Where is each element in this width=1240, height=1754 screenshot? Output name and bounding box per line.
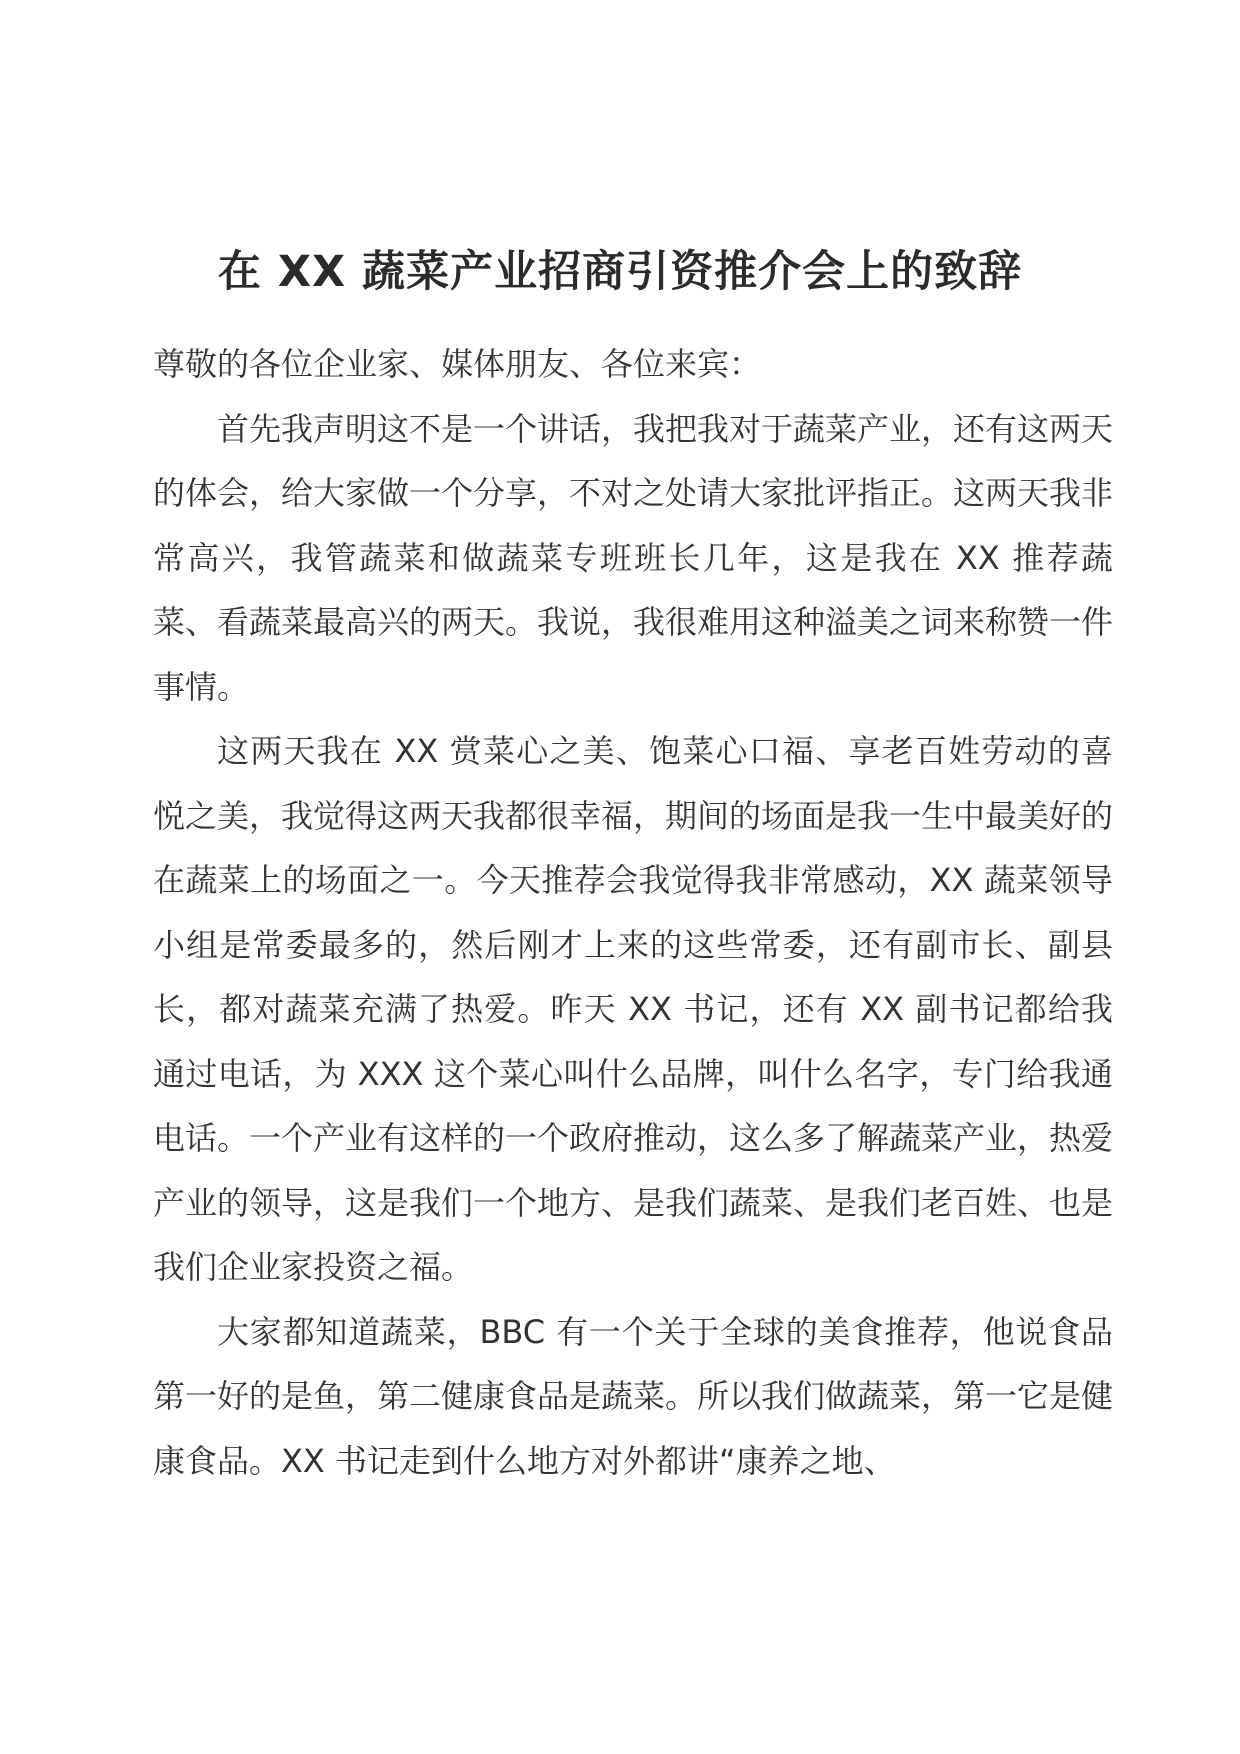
paragraph-1: 首先我声明这不是一个讲话，我把我对于蔬菜产业，还有这两天的体会，给大家做一个分享，不对之处请大家批评指正。这两天我非常高兴，我管蔬菜和做蔬菜专班班长几年，这是我在 XX 推荐蔬菜、看蔬菜最高兴的两天。我说，我很难用这种溢美之词来称赞一件事情。 <box>153 409 1114 706</box>
document-title: 在 XX 蔬菜产业招商引资推介会上的致辞 <box>217 247 1023 297</box>
salutation: 尊敬的各位企业家、媒体朋友、各位来宾： <box>153 345 762 383</box>
document-body <box>153 332 1113 1493</box>
paragraph-2: 这两天我在 XX 赏菜心之美、饱菜心口福、享老百姓劳动的喜悦之美，我觉得这两天我都很幸福，期间的场面是我一生中最美好的在蔬菜上的场面之一。今天推荐会我觉得我非常感动，XX 蔬菜领导小组是常委最多的，然后刚才上来的这些常委，还有副市长、副县长，都对蔬菜充满了热爱。昨天 XX 书记，还有 XX 副书记都给我通过电话，为 XXX 这个菜心叫什么品牌，叫什么名字，专门给我通电话。一个产业有这样的一个政府推动，这么多了解蔬菜产业，热爱产业的领导，这是我们一个地方、是我们蔬菜、是我们老百姓、也是我们企业家投资之福。 <box>153 732 1114 1286</box>
paragraph-3: 大家都知道蔬菜，BBC 有一个关于全球的美食推荐，他说食品第一好的是鱼，第二健康食品是蔬菜。所以我们做蔬菜，第一它是健康食品。XX 书记走到什么地方对外都讲“康养之地、 <box>153 1312 1114 1480</box>
